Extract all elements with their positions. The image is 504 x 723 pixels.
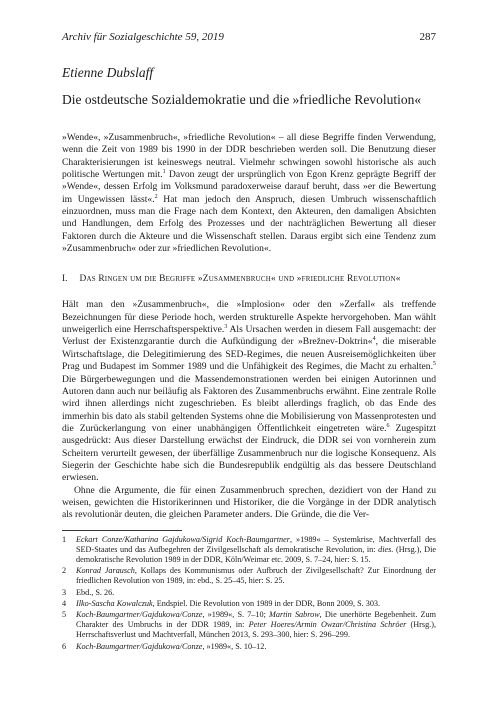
- article-author: Etienne Dubslaff: [62, 65, 154, 80]
- section-title: Das Ringen um die Begriffe »Zusammenbruch« und »friedliche Revolution«: [79, 274, 401, 285]
- intro-paragraph: »Wende«, »Zusammenbruch«, »friedliche Revolution« – all diese Begriffe finden Verwendung, wenn die Zeit von 1989 bis 1990 in der DDR beschrieben werden soll. Die Benutzung dieser Charakterisierungen ist keineswegs neutral. Vielmehr schwingen sowohl historische als auch politische Wertungen mit.$^1$ Davon zeugt der ursprünglich von Egon Krenz geprägte Begriff der »Wende«, dessen Erfolg im Volksmund paradoxerweise darauf beruht, dass »er die Bewertung im Ungewissen lässt«.$^2$ Hat man jedoch den Anspruch, diesen Umbruch wissenschaftlich einzuordnen, muss man die Frage nach dem Kontext, den Akteuren, den damaligen Absichten und Handlungen, dem Erfolg des Prozesses und der nachträglichen Bewertung all dieser Faktoren durch die Akteure und die Wissenschaft stellen. Daraus ergibt sich eine Tendenz zum »Zusammenbruch« oder zur »friedlichen Revolution«.: [62, 132, 437, 255]
- journal-title: Archiv für Sozialgeschichte 59, 2019: [62, 31, 224, 43]
- running-header: [62, 30, 436, 44]
- article-title: Die ostdeutsche Sozialdemokratie und die »friedliche Revolution«: [62, 92, 422, 107]
- footnote: 3 Ebd., S. 26.: [62, 587, 115, 597]
- section-number: I.: [62, 274, 68, 285]
- body-paragraph-2: Ohne die Argumente, die für einen Zusammenbruch sprechen, dezidiert von der Hand zu weisen, gewichten die Historikerinnen und Historiker, die die Vorgänge in der DDR analytisch als revolutionär deuten, die gleichen Parameter anders. Die Gründe, die die Ver-: [62, 484, 436, 521]
- footnote-divider: [62, 530, 182, 531]
- footnote: 4 Ilko-Sascha Kowalczuk, Endspiel. Die Revolution von 1989 in der DDR, Bonn 2009, S. 303.: [62, 598, 381, 608]
- footnote-ref-2[interactable]: 2: [154, 193, 158, 200]
- footnote: 1 Eckart Conze/Katharina Gajdukowa/Sigrid Koch-Baumgartner, »1989« – Systemkrise, Machtverfall des SED-Staates und das Aufbegehren der Zivilgesellschaft als demokratische Revolution, in: dies. (Hrsg.), Die demokratische Revolution 1989 in der DDR, Köln/Weimar etc. 2009, S. 7–24, hier: S. 15.: [62, 534, 436, 565]
- footnote-ref-6[interactable]: 6: [386, 422, 390, 429]
- footnotes: [62, 535, 436, 652]
- footnote: 2 Konrad Jarausch, Kollaps des Kommunismus oder Aufbruch der Zivilgesellschaft? Zur Einordnung der friedlichen Revolution von 1989, in: ebd., S. 25–45, hier: S. 25.: [62, 566, 436, 586]
- page: [62, 30, 436, 653]
- footnote-ref-4[interactable]: 4: [372, 336, 376, 343]
- footnote-ref-1[interactable]: 1: [162, 168, 166, 175]
- footnote: 6 Koch-Baumgartner/Gajdukowa/Conze, »1989«, S. 10–12.: [62, 641, 267, 651]
- footnote-ref-5[interactable]: 5: [433, 360, 436, 367]
- footnote-ref-3[interactable]: 3: [224, 323, 228, 330]
- body-paragraph-1: Hält man den »Zusammenbruch«, die »Implosion« oder den »Zerfall« als treffende Bezeichnungen für diese Periode hoch, werden strukturelle Aspekte hervorgehoben. Man wählt unweigerlich eine Herrschaftsperspektive.$^3$ Als Ursachen werden in diesem Fall ausgemacht: der Verlust der Existenzgarantie durch die Aufkündigung der »Brežnev-Doktrin«$^4$, die miserable Wirtschaftslage, die Delegitimierung des SED-Regimes, die neuen Ausreisemöglichkeiten über Prag und Budapest im Sommer 1989 und die Unfähigkeit des Regimes, die Macht zu erhalten.$^5$ Die Bürgerbewegungen und die Massendemonstrationen werden bei einigen Autorinnen und Autoren dann auch nur beiläufig als Faktoren des Zusammenbruchs erwähnt. Eine zentrale Rolle wird ihnen allerdings nicht zugeschrieben. Es bleibt allerdings fraglich, ob das Ende des immerhin bis dato als stabil geltenden Systems ohne die Mobilisierung von Massenprotesten und die Zurückerlangung von einer unabhängigen Öffentlichkeit eingetreten wäre.$^6$ Zugespitzt ausgedrückt: Aus dieser Darstellung erwächst der Eindruck, die DDR sei von vornherein zum Scheitern verurteilt gewesen, der überfällige Zusammenbruch nur die logische Konsequenz. Als Siegerin der Geschichte habe sich die Bundesrepublik endgültig als das bessere Deutschland erwiesen.: [62, 299, 436, 484]
- footnote: 5 Koch-Baumgartner/Gajdukowa/Conze, »1989«, S. 7–10; Martin Sabrow, Die unerhörte Begebenheit. Zum Charakter des Umbruchs in der DDR 1989, in: Peter Hoeres/Armin Owzar/Christina Schröer (Hrsg.), Herrschaftsverlust und Machtverfall, München 2013, S. 293–300, hier: S. 296–299.: [62, 610, 437, 640]
- section-heading: [62, 273, 436, 285]
- page-number: 287: [419, 31, 436, 43]
